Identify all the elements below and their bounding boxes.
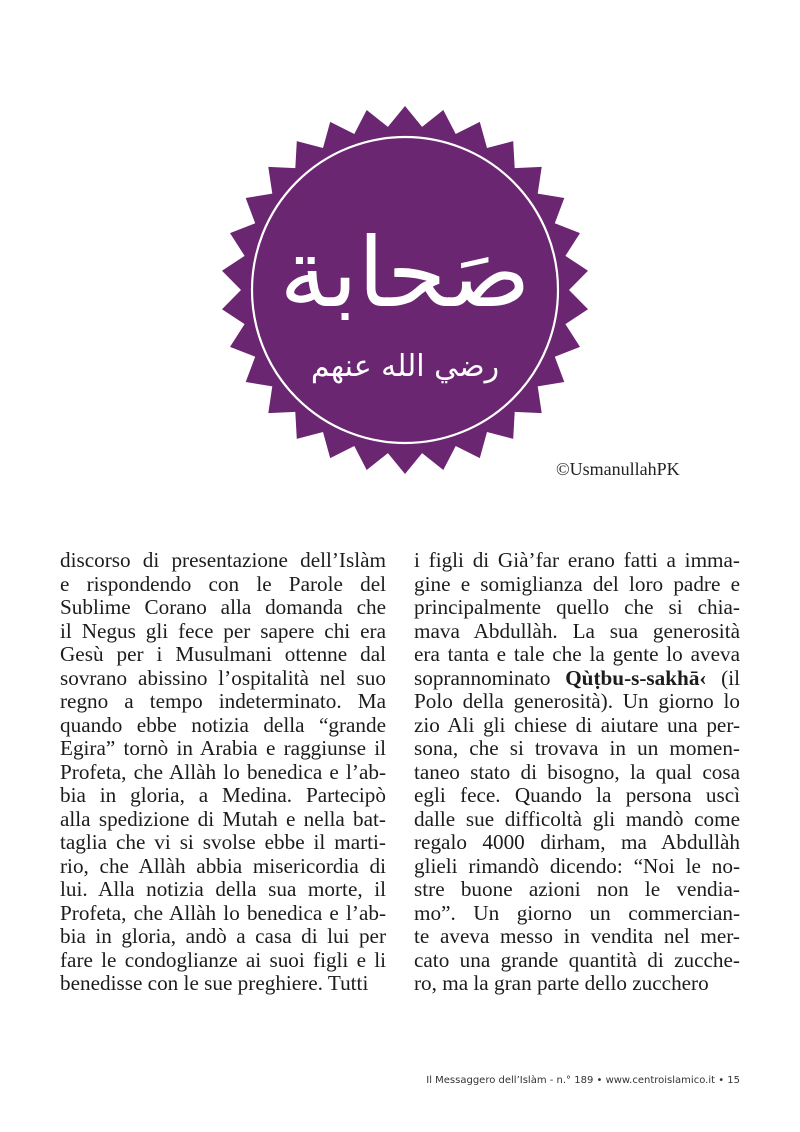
text-line: Profeta, che Allàh lo benedica e l’ab- <box>60 759 386 784</box>
article-column-right <box>414 549 740 996</box>
text-line: taglia che vi si svolse ebbe il marti- <box>60 830 386 854</box>
article-column-left <box>60 549 386 996</box>
text-line: Sublime Corano alla domanda che <box>60 595 386 619</box>
text-line: taneo stato di bisogno, la qual cosa <box>414 759 740 784</box>
text-line: dalle sue difficoltà gli mandò come <box>414 806 740 831</box>
emblem-arabic-subtitle: رضي الله عنهم <box>310 349 500 384</box>
text-line: Egira” tornò in Arabia e raggiunse il <box>60 736 386 760</box>
emblem-graphic <box>205 106 605 474</box>
text-line: mava Abdullàh. La sua generosità <box>414 618 740 643</box>
text-line: sona, che si trovava in un momen- <box>414 736 740 760</box>
right-column-lines-before <box>414 549 740 667</box>
text-line: bia in gloria, andò a casa di lui per <box>60 924 386 948</box>
text-line: regalo 4000 dirham, ma Abdullàh <box>414 830 740 854</box>
nickname-suffix: (il <box>706 665 740 690</box>
text-line: Polo della generosità). Un giorno lo <box>414 689 740 713</box>
text-line: quando ebbe notizia della “grande <box>60 712 386 737</box>
sahaba-emblem <box>205 106 605 474</box>
text-line: rio, che Allàh abbia misericordia di <box>60 853 386 878</box>
page-footer: Il Messaggero dell’Islàm - n.° 189 • www.centroislamico.it • 15 <box>426 1075 740 1086</box>
text-line: cato una grande quantità di zucche- <box>414 947 740 972</box>
text-line: lui. Alla notizia della sua morte, il <box>60 877 386 901</box>
text-line-nickname <box>414 667 740 691</box>
text-line: benedisse con le sue preghiere. Tutti <box>60 971 369 995</box>
text-line: i figli di Già’far erano fatti a imma- <box>414 548 740 572</box>
text-line: stre buone azioni non le vendia- <box>414 877 740 901</box>
nickname-prefix: soprannominato <box>414 665 566 690</box>
text-line: principalmente quello che si chia- <box>414 595 740 619</box>
text-line: gine e somiglianza del loro padre e <box>414 571 740 596</box>
text-line: regno a tempo indeterminato. Ma <box>60 689 386 713</box>
text-line: Profeta, che Allàh lo benedica e l’ab- <box>60 900 386 925</box>
text-line: bia in gloria, a Medina. Partecipò <box>60 783 386 807</box>
right-column-lines-after <box>414 690 740 996</box>
text-line: alla spedizione di Mutah e nella bat- <box>60 806 386 831</box>
text-line: zio Ali gli chiese di aiutare una per- <box>414 712 740 737</box>
text-line: mo”. Un giorno un commercian- <box>414 900 740 925</box>
text-line: ro, ma la gran parte dello zucchero <box>414 971 709 995</box>
text-line: era tanta e tale che la gente lo aveva <box>414 642 740 666</box>
text-line: sovrano abissino l’ospitalità nel suo <box>60 665 386 690</box>
text-line: il Negus gli fece per sapere chi era <box>60 618 386 643</box>
emblem-arabic-title: صَحابة <box>279 217 531 329</box>
text-line: fare le condoglianze ai suoi figli e li <box>60 947 386 972</box>
image-credit: ©UsmanullahPK <box>556 459 680 479</box>
text-line: egli fece. Quando la persona uscì <box>414 783 740 807</box>
nickname-term: Qùṭbu-s-sakhā‹ <box>565 665 707 690</box>
text-line: glieli rimandò dicendo: “Noi le no- <box>414 853 740 878</box>
text-line: e rispondendo con le Parole del <box>60 571 386 596</box>
text-line: te aveva messo in vendita nel mer- <box>414 924 740 948</box>
text-line: discorso di presentazione dell’Islàm <box>60 548 386 572</box>
text-line: Gesù per i Musulmani ottenne dal <box>60 642 386 666</box>
